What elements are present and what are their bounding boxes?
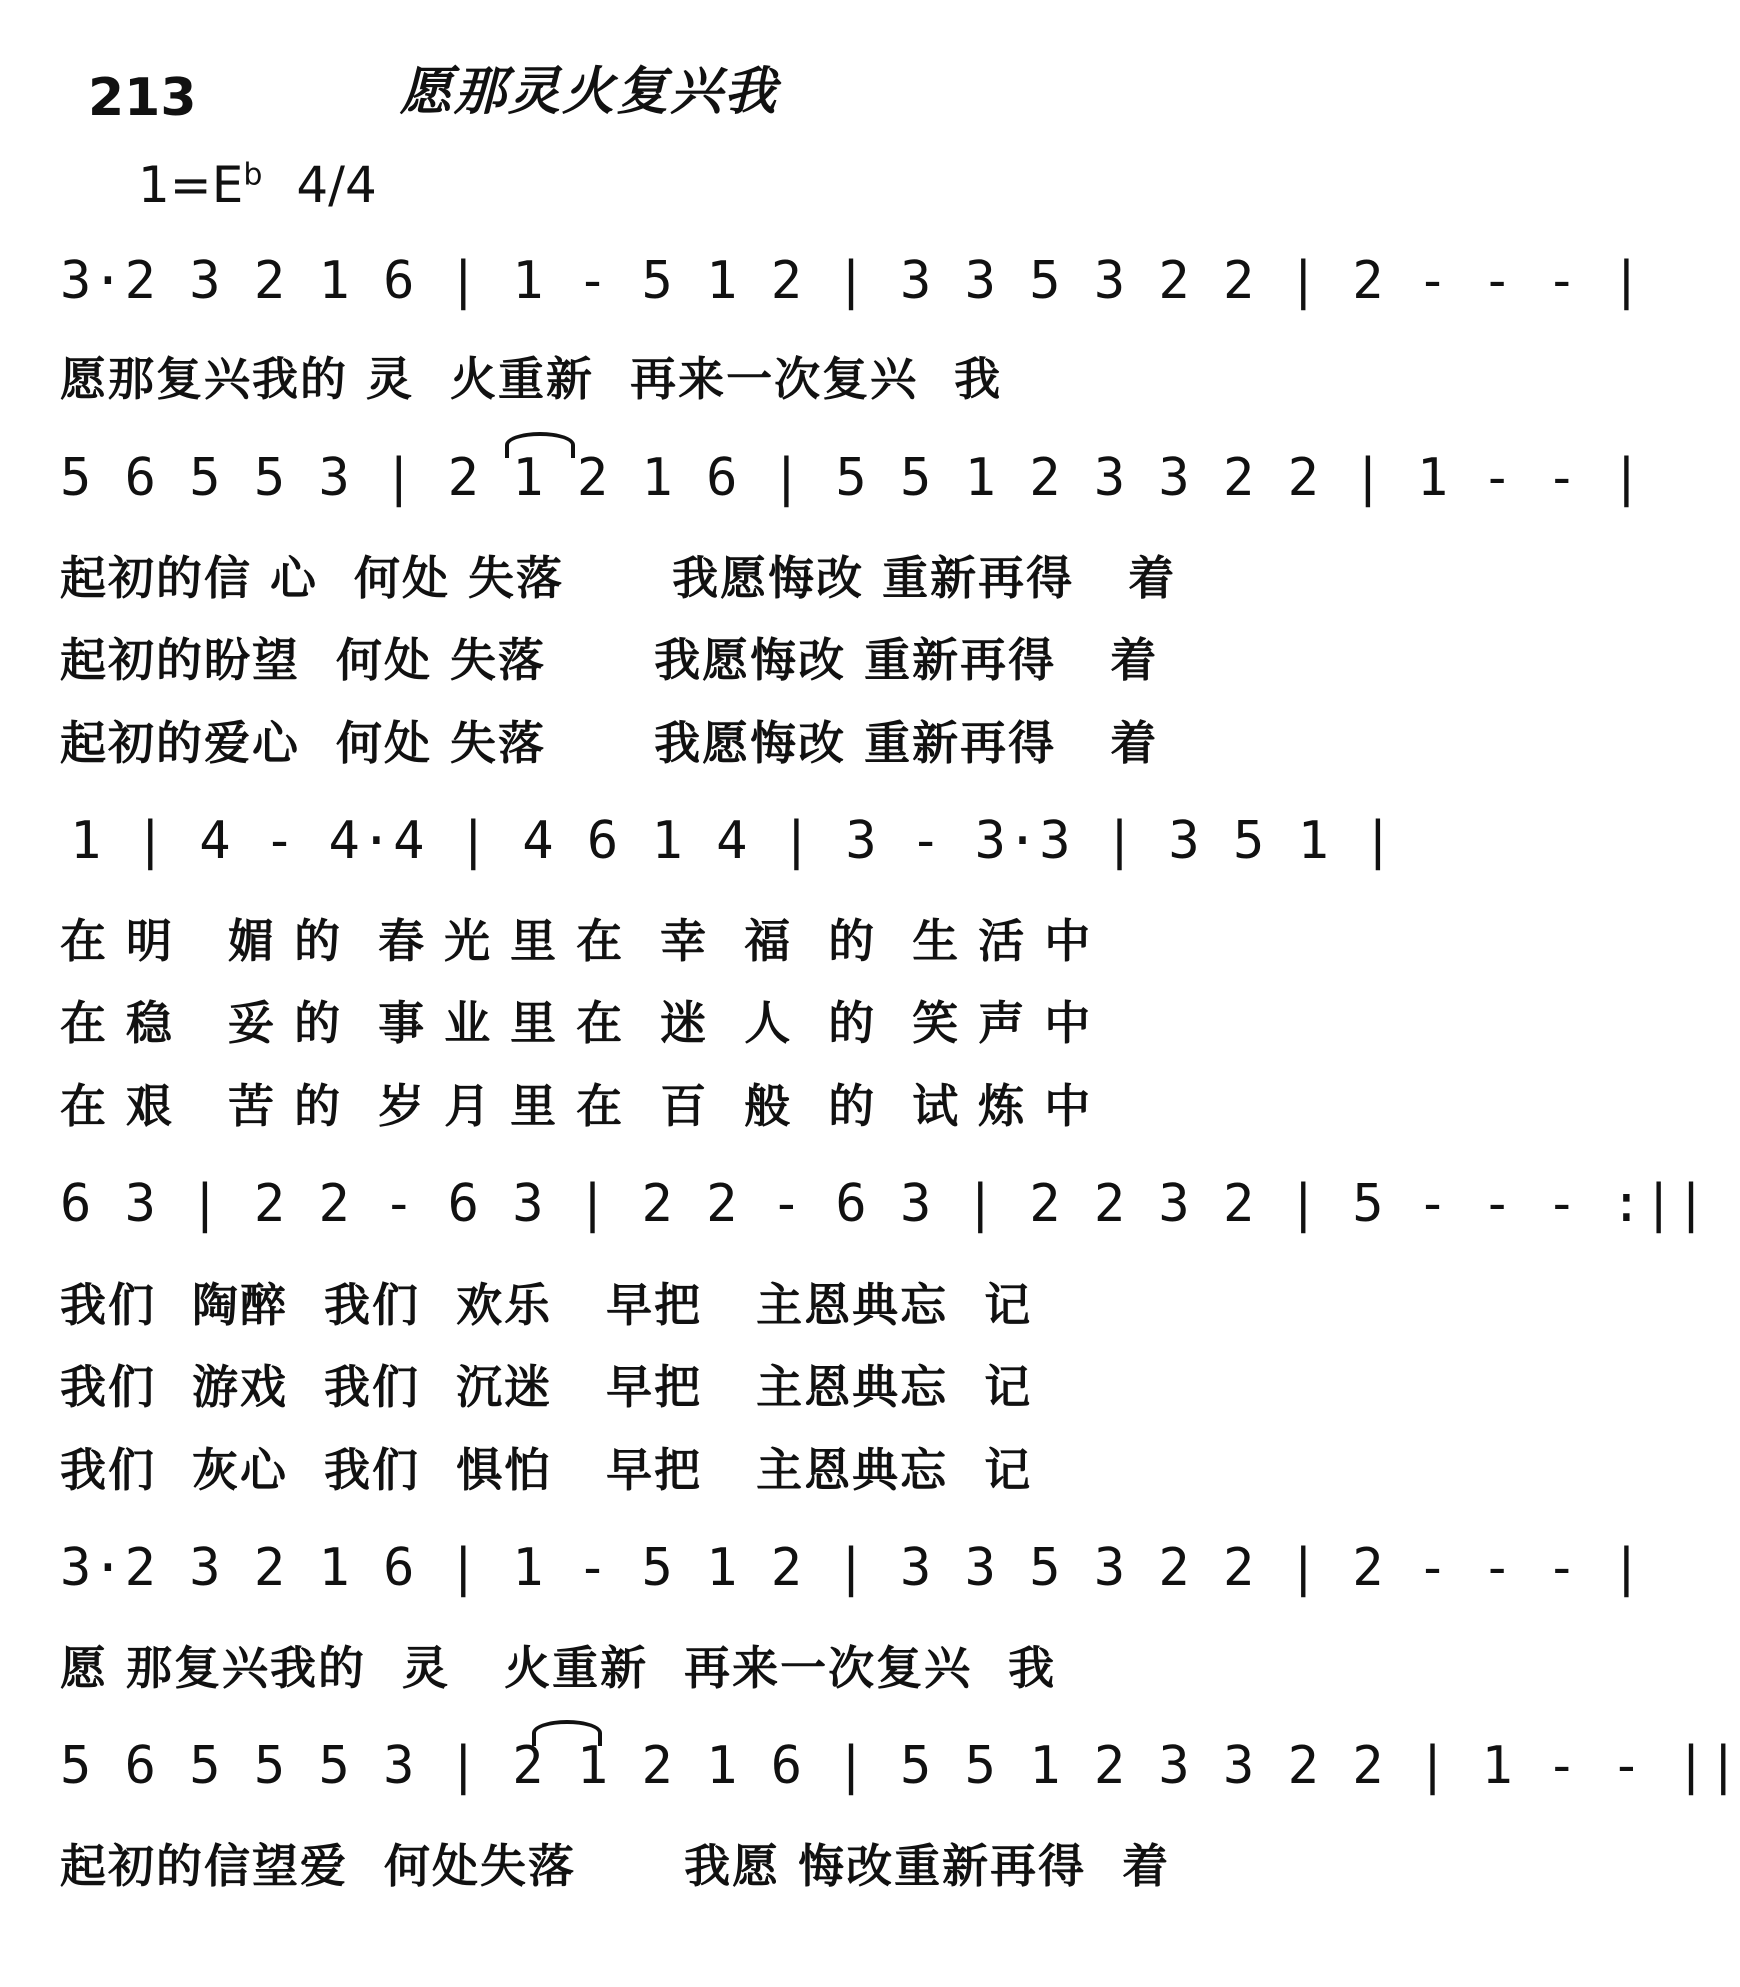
notation-line: 5 6 5 5 3 | 2 1 2 1 6 | 5 5 1 2 3 3 2 2 | 1 - - | <box>60 448 1644 508</box>
slur-mark <box>505 432 575 458</box>
lyric-line: 起初的爱心 何处 失落 我愿悔改 重新再得 着 <box>60 716 1159 770</box>
song-number: 213 <box>88 68 197 128</box>
notation-line: 1 | 4 - 4·4 | 4 6 1 4 | 3 - 3·3 | 3 5 1 | <box>70 811 1395 871</box>
key-flat: b <box>243 157 263 193</box>
song-title: 愿那灵火复兴我 <box>400 62 779 122</box>
time-signature: 4/4 <box>296 156 377 214</box>
lyric-line: 起初的信望爱 何处失落 我愿 悔改重新再得 着 <box>60 1839 1171 1893</box>
lyric-line: 在 明 媚 的 春 光 里 在 幸 福 的 生 活 中 <box>60 914 1093 968</box>
notation-line: 3·2 3 2 1 6 | 1 - 5 1 2 | 3 3 5 3 2 2 | 2 - - - | <box>60 251 1644 311</box>
lyric-line: 我们 陶醉 我们 欢乐 早把 主恩典忘 记 <box>60 1278 1033 1332</box>
lyric-line: 我们 游戏 我们 沉迷 早把 主恩典忘 记 <box>60 1360 1033 1414</box>
lyric-line: 在 艰 苦 的 岁 月 里 在 百 般 的 试 炼 中 <box>60 1079 1093 1133</box>
notation-line: 5 6 5 5 5 3 | 2 1 2 1 6 | 5 5 1 2 3 3 2 2 | 1 - - || <box>60 1736 1740 1796</box>
lyric-line: 我们 灰心 我们 惧怕 早把 主恩典忘 记 <box>60 1443 1033 1497</box>
notation-line: 6 3 | 2 2 - 6 3 | 2 2 - 6 3 | 2 2 3 2 | 5 - - - :|| <box>60 1174 1708 1234</box>
lyric-line: 起初的信 心 何处 失落 我愿悔改 重新再得 着 <box>60 551 1177 605</box>
lyric-line: 愿那复兴我的 灵 火重新 再来一次复兴 我 <box>60 352 1003 406</box>
notation-line: 3·2 3 2 1 6 | 1 - 5 1 2 | 3 3 5 3 2 2 | 2 - - - | <box>60 1538 1644 1598</box>
slur-mark <box>532 1720 602 1746</box>
key-label: 1=E <box>138 156 244 214</box>
lyric-line: 愿 那复兴我的 灵 火重新 再来一次复兴 我 <box>60 1641 1057 1695</box>
lyric-line: 起初的盼望 何处 失落 我愿悔改 重新再得 着 <box>60 633 1159 687</box>
lyric-line: 在 稳 妥 的 事 业 里 在 迷 人 的 笑 声 中 <box>60 996 1093 1050</box>
key-signature <box>138 156 377 214</box>
